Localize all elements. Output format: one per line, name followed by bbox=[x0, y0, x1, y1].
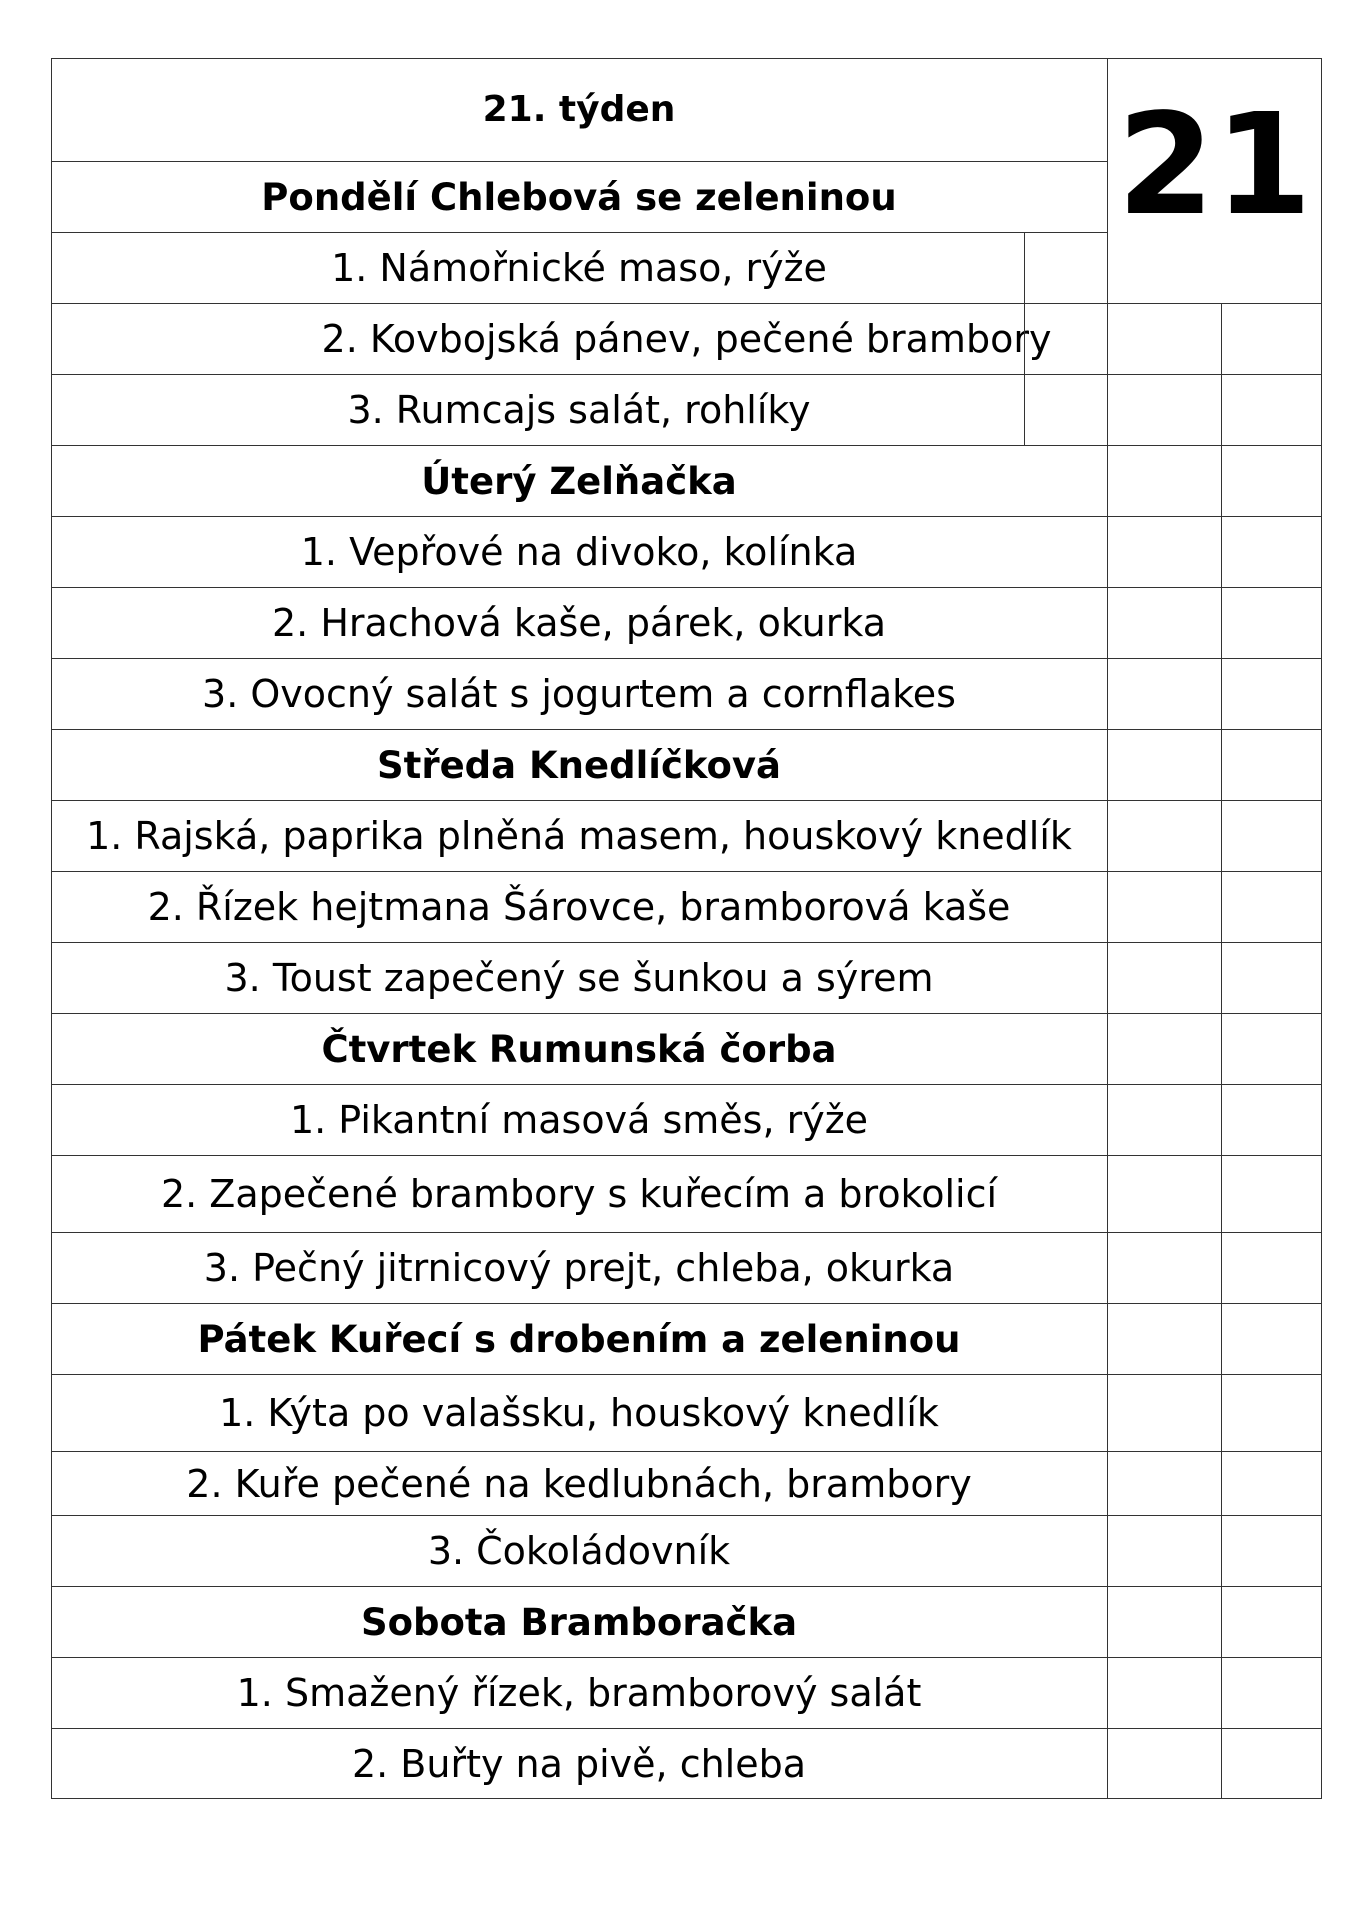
monday-check-divider bbox=[1024, 232, 1025, 445]
day-header-row bbox=[51, 729, 1322, 800]
meal-label: 1. Kýta po valašsku, houskový knedlík bbox=[219, 1391, 939, 1435]
meal-row bbox=[51, 516, 1322, 587]
number-box-bottom bbox=[1107, 303, 1322, 304]
meal-row bbox=[51, 871, 1322, 942]
week-title-row bbox=[51, 58, 1107, 161]
meal-row bbox=[51, 303, 1322, 374]
meal-label: 3. Ovocný salát s jogurtem a cornflakes bbox=[202, 672, 956, 716]
day-soup-label: Středa Knedlíčková bbox=[376, 743, 782, 787]
meal-row bbox=[51, 374, 1322, 445]
meal-row bbox=[51, 1084, 1322, 1155]
meal-row bbox=[51, 1374, 1322, 1451]
meal-row bbox=[51, 1657, 1322, 1728]
meal-label: 3. Pečný jitrnicový prejt, chleba, okurka bbox=[203, 1246, 955, 1290]
day-soup-label: Čtvrtek Rumunská čorba bbox=[321, 1027, 837, 1071]
meal-label: 2. Hrachová kaše, párek, okurka bbox=[271, 601, 886, 645]
menu-sheet bbox=[51, 58, 1322, 1799]
day-header-row bbox=[51, 445, 1322, 516]
day-header-row bbox=[51, 1013, 1322, 1084]
day-soup-label: Pondělí Chlebová se zeleninou bbox=[261, 175, 897, 219]
meal-row bbox=[51, 658, 1322, 729]
meal-label: 2. Kuře pečené na kedlubnách, brambory bbox=[186, 1461, 972, 1506]
meal-label: 1. Pikantní masová směs, rýže bbox=[289, 1098, 869, 1142]
meal-row bbox=[51, 1515, 1322, 1586]
meal-label: 3. Toust zapečený se šunkou a sýrem bbox=[224, 956, 934, 1000]
meal-row bbox=[51, 1155, 1322, 1232]
meal-label: 1. Smažený řízek, bramborový salát bbox=[236, 1671, 922, 1715]
day-header-row bbox=[51, 1303, 1322, 1374]
meal-label: 2. Buřty na pivě, chleba bbox=[351, 1742, 807, 1786]
meal-label: 1. Vepřové na divoko, kolínka bbox=[300, 530, 858, 574]
meal-label: 2. Kovbojská pánev, pečené brambory bbox=[321, 317, 1052, 361]
meal-label: 3. Čokoládovník bbox=[427, 1529, 731, 1573]
meal-row bbox=[51, 232, 1107, 303]
meal-label: 1. Námořnické maso, rýže bbox=[331, 246, 827, 290]
meal-row bbox=[51, 1728, 1322, 1799]
meal-row bbox=[51, 1451, 1322, 1515]
meal-row bbox=[51, 800, 1322, 871]
day-header-row bbox=[51, 1586, 1322, 1657]
meal-label: 2. Zapečené brambory s kuřecím a brokolicí bbox=[160, 1172, 998, 1216]
check-column-divider bbox=[1221, 303, 1222, 1799]
day-soup-label: Pátek Kuřecí s drobením a zeleninou bbox=[197, 1317, 961, 1361]
meal-label: 2. Řízek hejtmana Šárovce, bramborová kaše bbox=[147, 885, 1011, 929]
meal-label: 3. Rumcajs salát, rohlíky bbox=[347, 388, 811, 432]
day-soup-label: Sobota Bramboračka bbox=[360, 1600, 798, 1644]
week-number: 21 bbox=[1117, 84, 1312, 247]
day-header-row bbox=[51, 161, 1107, 232]
main-column-divider bbox=[1107, 58, 1108, 1799]
day-soup-label: Úterý Zelňačka bbox=[421, 459, 737, 503]
meal-label: 1. Rajská, paprika plněná masem, houskový knedlík bbox=[86, 814, 1072, 858]
meal-row bbox=[51, 942, 1322, 1013]
meal-row bbox=[51, 1232, 1322, 1303]
week-title: 21. týden bbox=[482, 89, 676, 130]
meal-row bbox=[51, 587, 1322, 658]
